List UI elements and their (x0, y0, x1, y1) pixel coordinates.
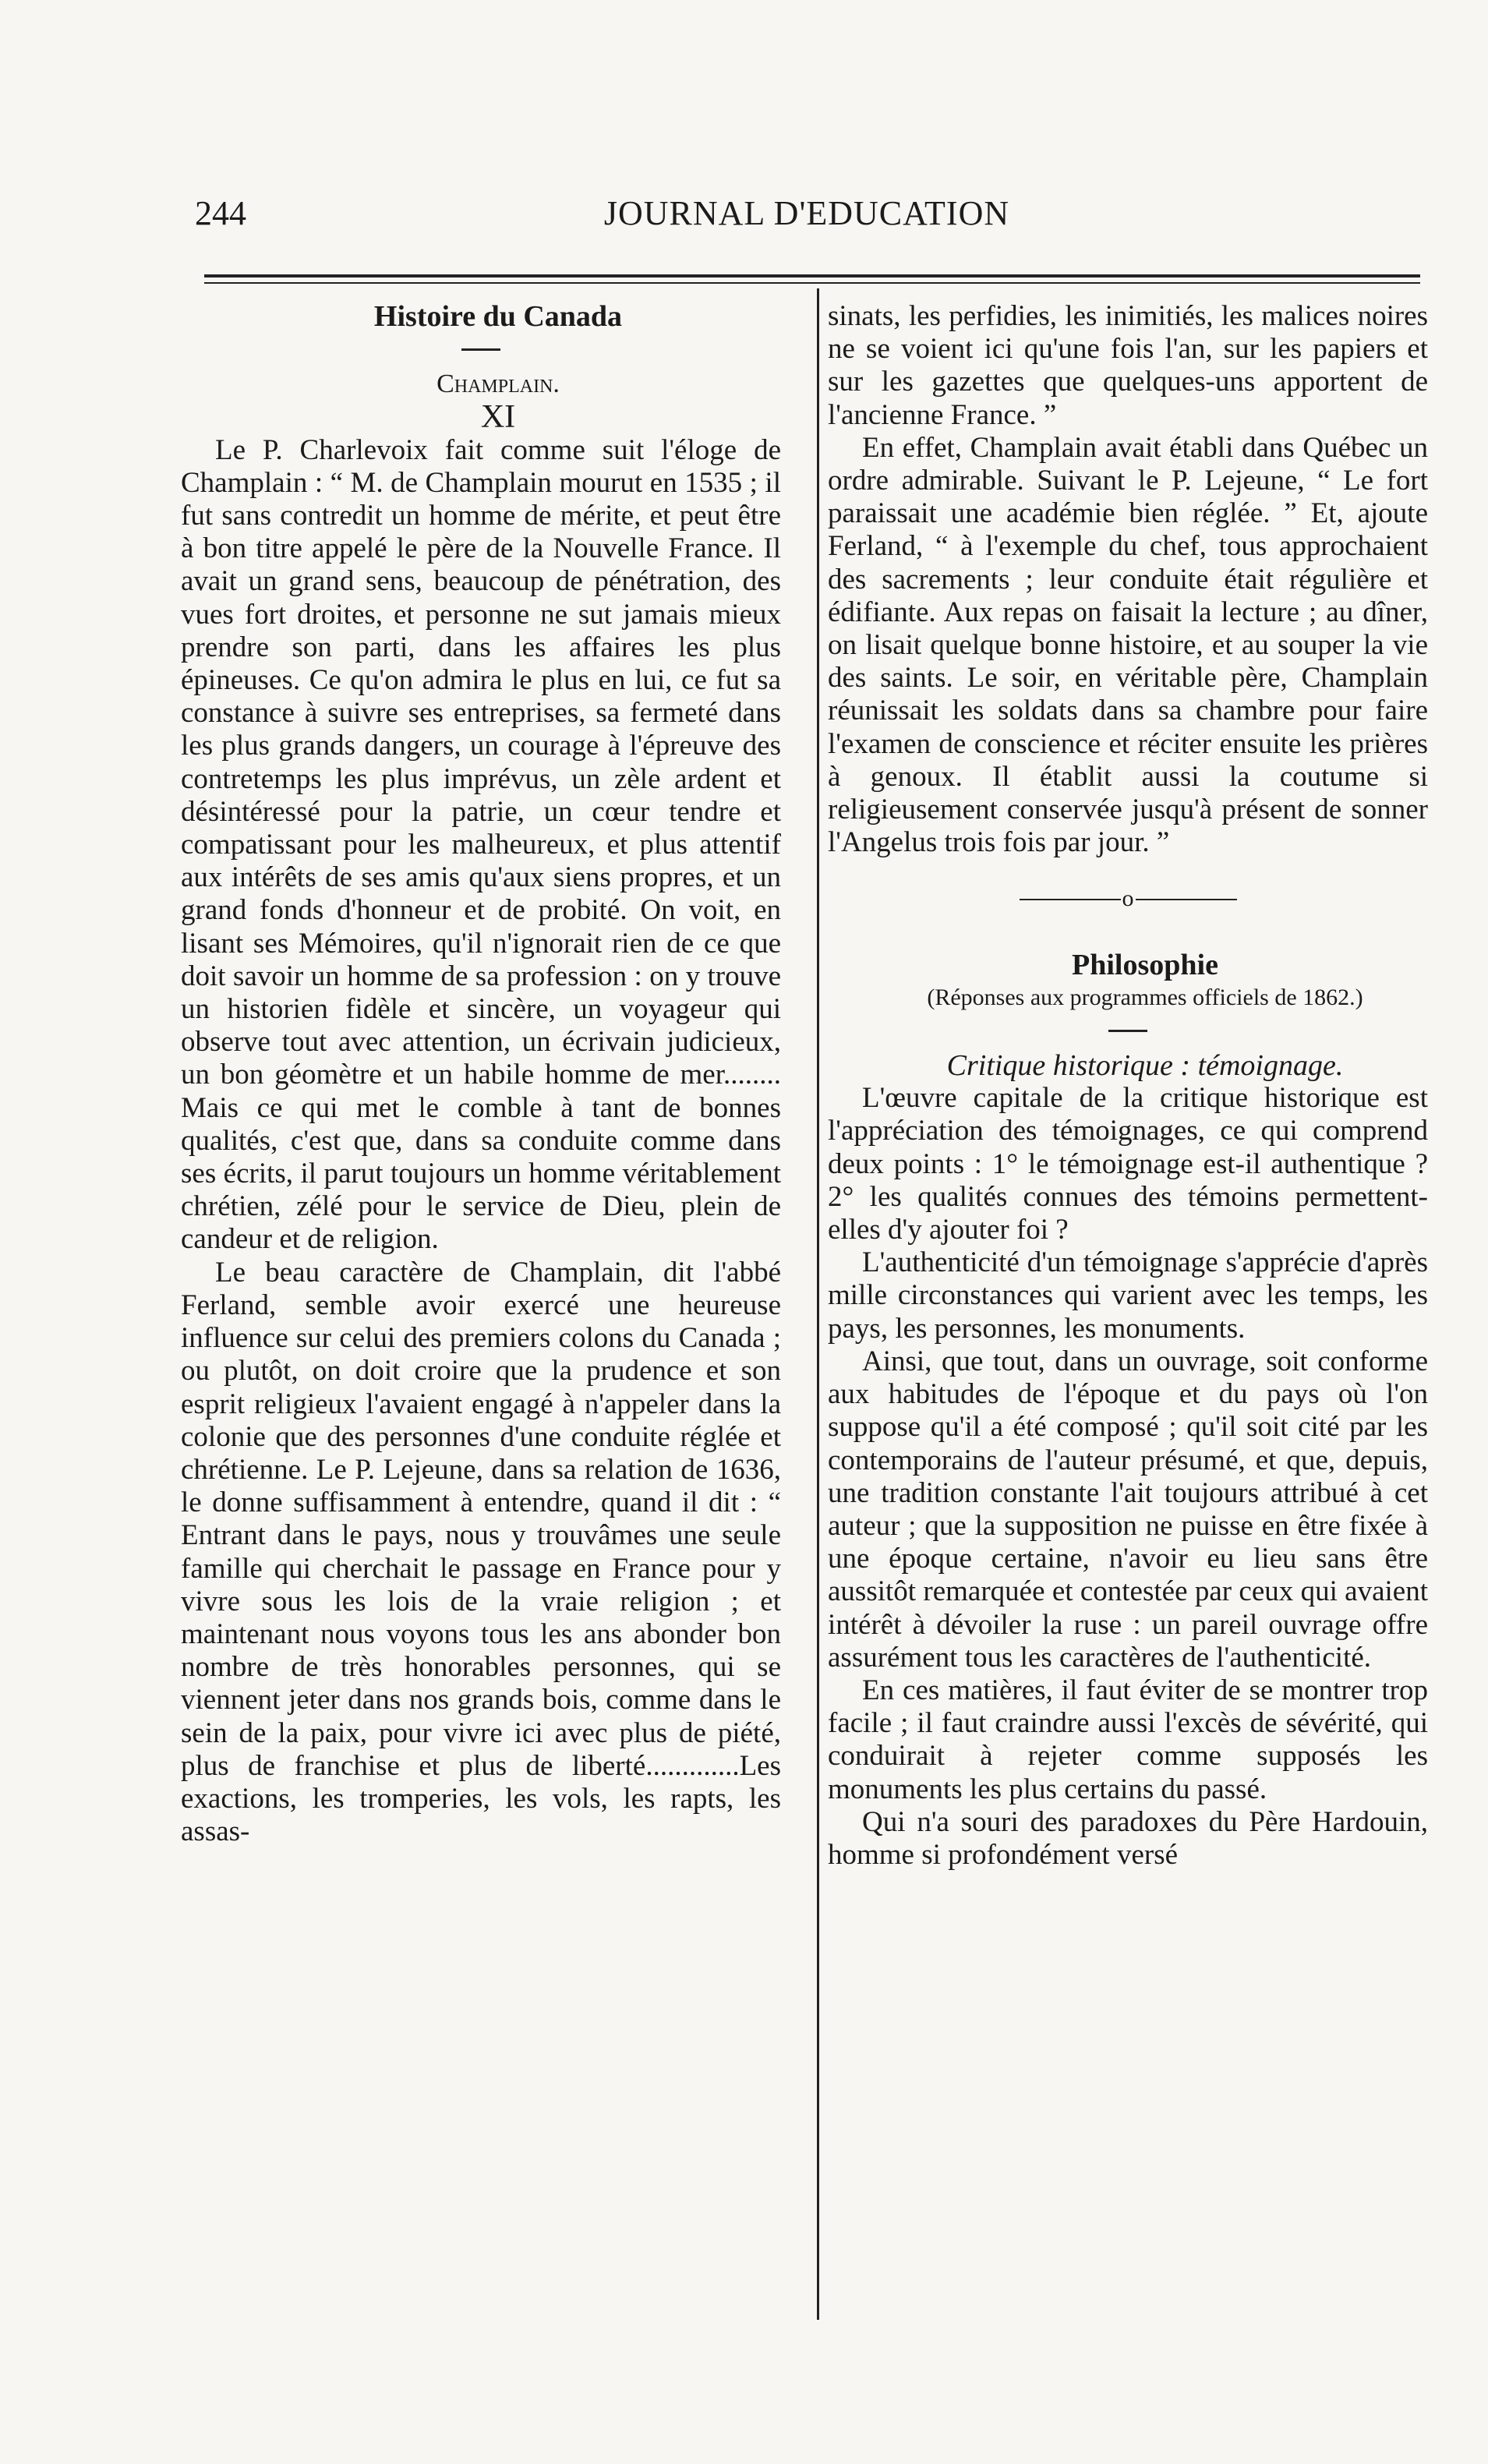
paragraph: sinats, les perfidies, les inimitiés, les malices noires ne se voient ici qu'une fois l'an, sur les papiers et sur les gazettes que quelques-uns apportent de l'ancienne France. ” (828, 300, 1428, 431)
title-dash (1108, 1030, 1147, 1032)
title-dash (461, 348, 500, 351)
paragraph: L'œuvre capitale de la critique historique est l'appréciation des témoignages, ce qui comprend deux points : 1° le témoignage est-il authentique ? 2° les qualités connues des témoins permettent-elles d'y ajouter foi ? (828, 1082, 1428, 1246)
section-separator (828, 882, 1428, 915)
paragraph: En ces matières, il faut éviter de se montrer trop facile ; il faut craindre aussi l'excès de sévérité, qui conduirait à rejeter comme supposés les monuments les plus certains du passé. (828, 1674, 1428, 1805)
chapter-number: XI (480, 399, 516, 436)
separator-line (1136, 899, 1237, 900)
separator-mark: o (1122, 886, 1134, 912)
paragraph: Ainsi, que tout, dans un ouvrage, soit conforme aux habitudes de l'époque et du pays où l'on suppose qu'il a été composé ; qu'il soit cité par les contemporains de l'auteur présumé, et que, depuis, une tradition constante l'ait toujours attribué à cet auteur ; que la supposition ne puisse en être fixée à une époque certaine, n'avoir eu lieu sans être aussitôt remarquée et contestée par ceux qui avaient intérêt à dévoiler la ruse : un pareil ouvrage offre assurément tous les caractères de l'authenticité. (828, 1345, 1428, 1674)
section-title-philosophie: Philosophie (1072, 948, 1218, 981)
subheading: Critique historique : témoignage. (946, 1049, 1344, 1083)
section-subtitle: Champlain. (437, 369, 560, 399)
left-column (181, 300, 781, 1848)
page-number: 244 (195, 194, 246, 232)
paragraph: Le beau caractère de Champlain, dit l'abbé Ferland, semble avoir exercé une heureuse influence sur celui des premiers colons du Canada ; ou plutôt, on doit croire que la prudence et son esprit religieux l'avaient engagé à n'appeler dans la colonie que des personnes d'une conduite réglée et chrétienne. Le P. Lejeune, dans sa relation de 1636, le donne suffisamment à entendre, quand il dit : “ Entrant dans le pays, nous y trouvâmes une seule famille qui cherchait le passage en France pour y vivre sous les lois de la vraie religion ; et maintenant nous voyons tous les ans abonder bon nombre de très honorables personnes, qui se viennent jeter dans nos grands bois, comme dans le sein de la paix, pour vivre ici avec plus de piété, plus de franchise et plus de liberté.............Les exactions, les tromperies, les vols, les rapts, les assas- (181, 1256, 781, 1848)
right-column (828, 300, 1428, 1872)
paragraph: Le P. Charlevoix fait comme suit l'éloge de Champlain : “ M. de Champlain mourut en 1535 ; il fut sans contredit un homme de mérite, et peut être à bon titre appelé le père de la Nouvelle France. Il avait un grand sens, beaucoup de pénétration, des vues fort droites, et personne ne sut jamais mieux prendre son parti, dans les affaires les plus épineuses. Ce qu'on admira le plus en lui, ce fut sa constance à suivre ses entreprises, sa fermeté dans les plus grands dangers, un courage à l'épreuve des contretemps les plus imprévus, un zèle ardent et désintéressé pour la patrie, un cœur tendre et compatissant pour les malheureux, et plus attentif aux intérêts de ses amis qu'aux siens propres, et un grand fonds d'honneur et de probité. On voit, en lisant ses Mémoires, qu'il n'ignorait rien de ce que doit savoir un homme de sa profession : on y trouve un historien fidèle et sincère, un voyageur qui observe tout avec attention, un écrivain judicieux, un bon géomètre et un habile homme de mer........ Mais ce qui met le comble à tant de bonnes qualités, c'est que, dans sa conduite comme dans ses écrits, il parut toujours un homme véritablement chrétien, zélé pour le service de Dieu, plein de candeur et de religion. (181, 433, 781, 1256)
paragraph: Qui n'a souri des paradoxes du Père Hardouin, homme si profondément versé (828, 1805, 1428, 1871)
header-rule-thick (204, 274, 1420, 278)
section-title-histoire: Histoire du Canada (373, 300, 623, 333)
column-divider (817, 288, 819, 2320)
header-rule-thin (204, 282, 1420, 284)
page-header (195, 193, 1419, 240)
paragraph: L'authenticité d'un témoignage s'apprécie d'après mille circonstances qui varient avec les temps, les pays, les personnes, les monuments. (828, 1246, 1428, 1345)
separator-line (1020, 899, 1121, 900)
paragraph: En effet, Champlain avait établi dans Québec un ordre admirable. Suivant le P. Lejeune, “ Le fort paraissait une académie bien réglée. ” Et, ajoute Ferland, “ à l'exemple du chef, tous approchaient des sacrements ; leur conduite était régulière et édifiante. Aux repas on faisait la lecture ; au dîner, on lisait quelque bonne histoire, et au souper la vie des saints. Le soir, en véritable père, Champlain réunissait les soldats dans sa chambre pour faire l'examen de conscience et réciter ensuite les prières à genoux. Il établit aussi la coutume si religieusement conservée jusqu'à présent de sonner l'Angelus trois fois par jour. ” (828, 431, 1428, 859)
program-note: (Réponses aux programmes officiels de 1862.) (927, 984, 1363, 1010)
journal-title: JOURNAL D'EDUCATION (603, 194, 1010, 232)
